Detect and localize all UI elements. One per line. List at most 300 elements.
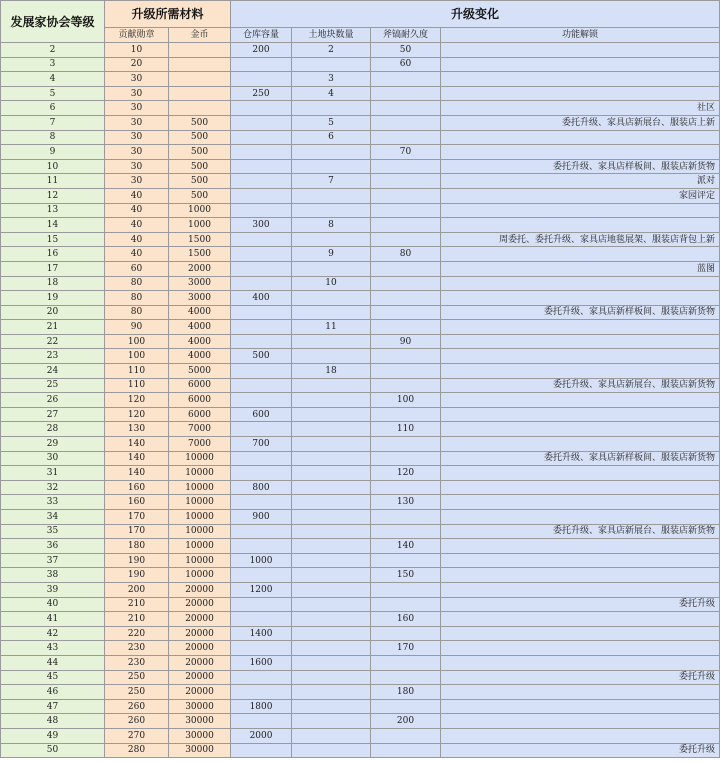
land-cell: [292, 261, 371, 276]
warehouse-header: 仓库容量: [231, 28, 292, 43]
table-row: [1, 57, 720, 72]
unlock-cell: [441, 582, 720, 597]
level-cell: 39: [1, 582, 105, 597]
land-cell: [292, 728, 371, 743]
warehouse-cell: 1400: [231, 626, 292, 641]
unlock-cell: [441, 393, 720, 408]
medal-cell: 190: [105, 568, 169, 583]
table-row: [1, 276, 720, 291]
land-cell: [292, 145, 371, 160]
gold-cell: 2000: [169, 261, 231, 276]
gold-cell: 4000: [169, 349, 231, 364]
land-cell: 3: [292, 72, 371, 87]
gold-cell: 30000: [169, 728, 231, 743]
materials-header: 升级所需材料: [105, 1, 231, 28]
medal-cell: 40: [105, 203, 169, 218]
medal-cell: 120: [105, 393, 169, 408]
unlock-cell: 委托升级、家具店新展台、服装店上新: [441, 115, 720, 130]
warehouse-cell: 1600: [231, 655, 292, 670]
level-cell: 45: [1, 670, 105, 685]
axe-cell: [371, 115, 441, 130]
level-cell: 26: [1, 393, 105, 408]
gold-cell: 1000: [169, 203, 231, 218]
gold-cell: 10000: [169, 524, 231, 539]
warehouse-cell: [231, 568, 292, 583]
medal-cell: 30: [105, 72, 169, 87]
medal-cell: 210: [105, 612, 169, 627]
medal-cell: 20: [105, 57, 169, 72]
table-row: [1, 670, 720, 685]
unlock-cell: 委托升级: [441, 743, 720, 758]
axe-cell: 80: [371, 247, 441, 262]
gold-cell: 10000: [169, 451, 231, 466]
level-cell: 27: [1, 407, 105, 422]
gold-cell: 10000: [169, 480, 231, 495]
land-cell: [292, 291, 371, 306]
gold-cell: 500: [169, 159, 231, 174]
table-row: [1, 539, 720, 554]
axe-cell: 70: [371, 145, 441, 160]
gold-cell: 20000: [169, 685, 231, 700]
land-cell: [292, 407, 371, 422]
warehouse-cell: [231, 188, 292, 203]
warehouse-cell: [231, 524, 292, 539]
medal-cell: 30: [105, 86, 169, 101]
land-cell: [292, 510, 371, 525]
gold-cell: 6000: [169, 378, 231, 393]
axe-cell: 110: [371, 422, 441, 437]
gold-cell: 500: [169, 130, 231, 145]
gold-cell: 1000: [169, 218, 231, 233]
warehouse-cell: [231, 539, 292, 554]
level-cell: 46: [1, 685, 105, 700]
medal-cell: 180: [105, 539, 169, 554]
medal-cell: 30: [105, 145, 169, 160]
level-cell: 43: [1, 641, 105, 656]
axe-cell: [371, 626, 441, 641]
gold-cell: 20000: [169, 670, 231, 685]
table-row: [1, 553, 720, 568]
table-row: [1, 728, 720, 743]
land-cell: 2: [292, 43, 371, 58]
axe-cell: [371, 101, 441, 116]
unlock-cell: [441, 699, 720, 714]
axe-cell: [371, 524, 441, 539]
table-row: [1, 291, 720, 306]
warehouse-cell: [231, 451, 292, 466]
unlock-cell: 委托升级、家具店新展台、服装店新货物: [441, 378, 720, 393]
warehouse-cell: 1800: [231, 699, 292, 714]
land-cell: [292, 495, 371, 510]
level-cell: 24: [1, 364, 105, 379]
land-cell: 7: [292, 174, 371, 189]
warehouse-cell: 500: [231, 349, 292, 364]
level-cell: 31: [1, 466, 105, 481]
table-row: [1, 422, 720, 437]
axe-cell: 90: [371, 334, 441, 349]
level-cell: 49: [1, 728, 105, 743]
level-cell: 9: [1, 145, 105, 160]
gold-cell: 30000: [169, 743, 231, 758]
gold-cell: 7000: [169, 422, 231, 437]
land-cell: [292, 232, 371, 247]
axe-cell: [371, 451, 441, 466]
table-row: [1, 743, 720, 758]
medal-cell: 30: [105, 174, 169, 189]
medal-cell: 250: [105, 685, 169, 700]
medal-cell: 110: [105, 364, 169, 379]
gold-cell: 500: [169, 174, 231, 189]
land-cell: 9: [292, 247, 371, 262]
gold-cell: 10000: [169, 495, 231, 510]
axe-cell: [371, 743, 441, 758]
level-cell: 47: [1, 699, 105, 714]
table-row: [1, 393, 720, 408]
table-row: [1, 130, 720, 145]
axe-cell: 130: [371, 495, 441, 510]
axe-cell: 180: [371, 685, 441, 700]
axe-cell: [371, 261, 441, 276]
medal-cell: 230: [105, 641, 169, 656]
gold-cell: [169, 43, 231, 58]
unlock-cell: [441, 466, 720, 481]
table-row: [1, 378, 720, 393]
medal-cell: 130: [105, 422, 169, 437]
unlock-cell: [441, 86, 720, 101]
unlock-cell: [441, 407, 720, 422]
level-cell: 7: [1, 115, 105, 130]
level-cell: 37: [1, 553, 105, 568]
warehouse-cell: 600: [231, 407, 292, 422]
medal-cell: 10: [105, 43, 169, 58]
gold-cell: 10000: [169, 553, 231, 568]
table-row: [1, 43, 720, 58]
level-cell: 23: [1, 349, 105, 364]
level-cell: 22: [1, 334, 105, 349]
medal-cell: 190: [105, 553, 169, 568]
land-cell: 10: [292, 276, 371, 291]
table-row: [1, 145, 720, 160]
level-cell: 38: [1, 568, 105, 583]
level-cell: 21: [1, 320, 105, 335]
land-cell: 5: [292, 115, 371, 130]
land-cell: [292, 57, 371, 72]
table-row: [1, 582, 720, 597]
table-row: [1, 334, 720, 349]
land-cell: [292, 655, 371, 670]
level-cell: 10: [1, 159, 105, 174]
table-row: [1, 451, 720, 466]
medal-cell: 140: [105, 437, 169, 452]
level-cell: 5: [1, 86, 105, 101]
land-cell: [292, 349, 371, 364]
table-row: [1, 86, 720, 101]
axe-cell: [371, 72, 441, 87]
header-row: [1, 1, 720, 28]
unlock-cell: [441, 334, 720, 349]
unlock-cell: [441, 553, 720, 568]
land-cell: [292, 670, 371, 685]
unlock-cell: [441, 437, 720, 452]
axe-cell: [371, 597, 441, 612]
unlock-cell: [441, 203, 720, 218]
level-cell: 19: [1, 291, 105, 306]
medal-cell: 80: [105, 276, 169, 291]
level-cell: 25: [1, 378, 105, 393]
medal-cell: 30: [105, 159, 169, 174]
unlock-cell: 社区: [441, 101, 720, 116]
table-row: [1, 247, 720, 262]
unlock-cell: [441, 130, 720, 145]
land-cell: [292, 305, 371, 320]
gold-cell: 500: [169, 145, 231, 160]
axe-cell: [371, 364, 441, 379]
level-cell: 15: [1, 232, 105, 247]
table-row: [1, 407, 720, 422]
axe-cell: 60: [371, 57, 441, 72]
warehouse-cell: 300: [231, 218, 292, 233]
level-cell: 41: [1, 612, 105, 627]
gold-cell: 3000: [169, 276, 231, 291]
gold-cell: 10000: [169, 568, 231, 583]
gold-cell: [169, 86, 231, 101]
level-cell: 50: [1, 743, 105, 758]
gold-cell: 6000: [169, 407, 231, 422]
medal-cell: 140: [105, 451, 169, 466]
level-cell: 18: [1, 276, 105, 291]
gold-cell: 4000: [169, 334, 231, 349]
land-cell: [292, 714, 371, 729]
gold-cell: 20000: [169, 582, 231, 597]
medal-cell: 40: [105, 188, 169, 203]
warehouse-cell: 1200: [231, 582, 292, 597]
warehouse-cell: [231, 422, 292, 437]
warehouse-cell: 250: [231, 86, 292, 101]
gold-cell: 20000: [169, 597, 231, 612]
axe-cell: [371, 480, 441, 495]
axe-cell: [371, 378, 441, 393]
unlock-cell: 委托升级: [441, 670, 720, 685]
warehouse-cell: [231, 145, 292, 160]
axe-cell: [371, 276, 441, 291]
axe-cell: [371, 437, 441, 452]
gold-cell: 20000: [169, 612, 231, 627]
axe-cell: [371, 699, 441, 714]
unlock-cell: [441, 510, 720, 525]
axe-cell: [371, 728, 441, 743]
warehouse-cell: [231, 101, 292, 116]
land-cell: [292, 203, 371, 218]
land-cell: [292, 553, 371, 568]
warehouse-cell: [231, 159, 292, 174]
warehouse-cell: 200: [231, 43, 292, 58]
medal-cell: 230: [105, 655, 169, 670]
warehouse-cell: [231, 612, 292, 627]
level-cell: 34: [1, 510, 105, 525]
warehouse-cell: [231, 115, 292, 130]
unlock-cell: [441, 43, 720, 58]
land-cell: [292, 524, 371, 539]
medal-cell: 30: [105, 101, 169, 116]
axe-cell: [371, 203, 441, 218]
unlock-cell: [441, 641, 720, 656]
axe-cell: [371, 407, 441, 422]
warehouse-cell: 900: [231, 510, 292, 525]
axe-cell: [371, 218, 441, 233]
medal-cell: 100: [105, 334, 169, 349]
medal-header: 贡献勋章: [105, 28, 169, 43]
gold-cell: 3000: [169, 291, 231, 306]
level-cell: 17: [1, 261, 105, 276]
unlock-cell: [441, 495, 720, 510]
warehouse-cell: 1000: [231, 553, 292, 568]
axe-cell: [371, 159, 441, 174]
warehouse-cell: [231, 714, 292, 729]
table-row: [1, 568, 720, 583]
land-cell: 18: [292, 364, 371, 379]
land-cell: 6: [292, 130, 371, 145]
level-cell: 40: [1, 597, 105, 612]
unlock-cell: 家园评定: [441, 188, 720, 203]
medal-cell: 200: [105, 582, 169, 597]
level-cell: 11: [1, 174, 105, 189]
axe-cell: [371, 305, 441, 320]
medal-cell: 100: [105, 349, 169, 364]
unlock-cell: [441, 626, 720, 641]
axe-cell: 200: [371, 714, 441, 729]
axe-cell: [371, 86, 441, 101]
medal-cell: 170: [105, 524, 169, 539]
land-cell: [292, 641, 371, 656]
unlock-header: 功能解锁: [441, 28, 720, 43]
table-row: [1, 524, 720, 539]
warehouse-cell: 2000: [231, 728, 292, 743]
level-cell: 8: [1, 130, 105, 145]
table-row: [1, 480, 720, 495]
table-row: [1, 320, 720, 335]
gold-cell: 4000: [169, 305, 231, 320]
unlock-cell: [441, 685, 720, 700]
unlock-cell: [441, 349, 720, 364]
unlock-cell: 委托升级、家具店新展台、服装店新货物: [441, 524, 720, 539]
table-row: [1, 466, 720, 481]
medal-cell: 160: [105, 480, 169, 495]
axe-cell: 140: [371, 539, 441, 554]
gold-cell: 20000: [169, 626, 231, 641]
medal-cell: 170: [105, 510, 169, 525]
warehouse-cell: [231, 305, 292, 320]
gold-cell: 10000: [169, 510, 231, 525]
table-row: [1, 685, 720, 700]
warehouse-cell: [231, 364, 292, 379]
land-cell: [292, 334, 371, 349]
gold-cell: 20000: [169, 641, 231, 656]
medal-cell: 80: [105, 291, 169, 306]
warehouse-cell: [231, 57, 292, 72]
warehouse-cell: [231, 670, 292, 685]
axe-cell: [371, 174, 441, 189]
land-cell: [292, 159, 371, 174]
medal-cell: 30: [105, 115, 169, 130]
gold-cell: 5000: [169, 364, 231, 379]
subheader-row: [1, 28, 720, 43]
table-row: [1, 115, 720, 130]
unlock-cell: [441, 422, 720, 437]
gold-cell: 1500: [169, 247, 231, 262]
land-header: 土地块数量: [292, 28, 371, 43]
table-row: [1, 72, 720, 87]
warehouse-cell: [231, 641, 292, 656]
land-cell: [292, 743, 371, 758]
table-row: [1, 612, 720, 627]
gold-cell: 500: [169, 188, 231, 203]
axe-cell: [371, 582, 441, 597]
land-cell: [292, 568, 371, 583]
level-cell: 13: [1, 203, 105, 218]
warehouse-cell: [231, 174, 292, 189]
axe-cell: 120: [371, 466, 441, 481]
warehouse-cell: [231, 261, 292, 276]
table-row: [1, 641, 720, 656]
land-cell: [292, 466, 371, 481]
unlock-cell: [441, 145, 720, 160]
land-cell: [292, 378, 371, 393]
level-cell: 48: [1, 714, 105, 729]
gold-cell: 20000: [169, 655, 231, 670]
unlock-cell: 蓝图: [441, 261, 720, 276]
unlock-cell: 委托升级、家具店新样板间、服装店新货物: [441, 305, 720, 320]
table-row: [1, 699, 720, 714]
land-cell: [292, 422, 371, 437]
table-row: [1, 101, 720, 116]
warehouse-cell: [231, 495, 292, 510]
unlock-cell: [441, 72, 720, 87]
axe-cell: [371, 291, 441, 306]
level-cell: 2: [1, 43, 105, 58]
gold-cell: [169, 101, 231, 116]
axe-header: 斧镐耐久度: [371, 28, 441, 43]
warehouse-cell: [231, 232, 292, 247]
medal-cell: 40: [105, 232, 169, 247]
axe-cell: 100: [371, 393, 441, 408]
unlock-cell: [441, 568, 720, 583]
medal-cell: 250: [105, 670, 169, 685]
level-header: 发展家协会等级: [1, 1, 105, 43]
warehouse-cell: [231, 466, 292, 481]
unlock-cell: 委托升级: [441, 597, 720, 612]
axe-cell: [371, 188, 441, 203]
land-cell: [292, 451, 371, 466]
level-cell: 36: [1, 539, 105, 554]
gold-header: 金币: [169, 28, 231, 43]
land-cell: [292, 539, 371, 554]
land-cell: [292, 699, 371, 714]
medal-cell: 220: [105, 626, 169, 641]
table-row: [1, 232, 720, 247]
unlock-cell: [441, 320, 720, 335]
axe-cell: [371, 553, 441, 568]
axe-cell: 150: [371, 568, 441, 583]
unlock-cell: [441, 364, 720, 379]
table-row: [1, 174, 720, 189]
gold-cell: 500: [169, 115, 231, 130]
land-cell: [292, 597, 371, 612]
level-cell: 42: [1, 626, 105, 641]
gold-cell: 10000: [169, 539, 231, 554]
gold-cell: 6000: [169, 393, 231, 408]
medal-cell: 160: [105, 495, 169, 510]
level-cell: 33: [1, 495, 105, 510]
